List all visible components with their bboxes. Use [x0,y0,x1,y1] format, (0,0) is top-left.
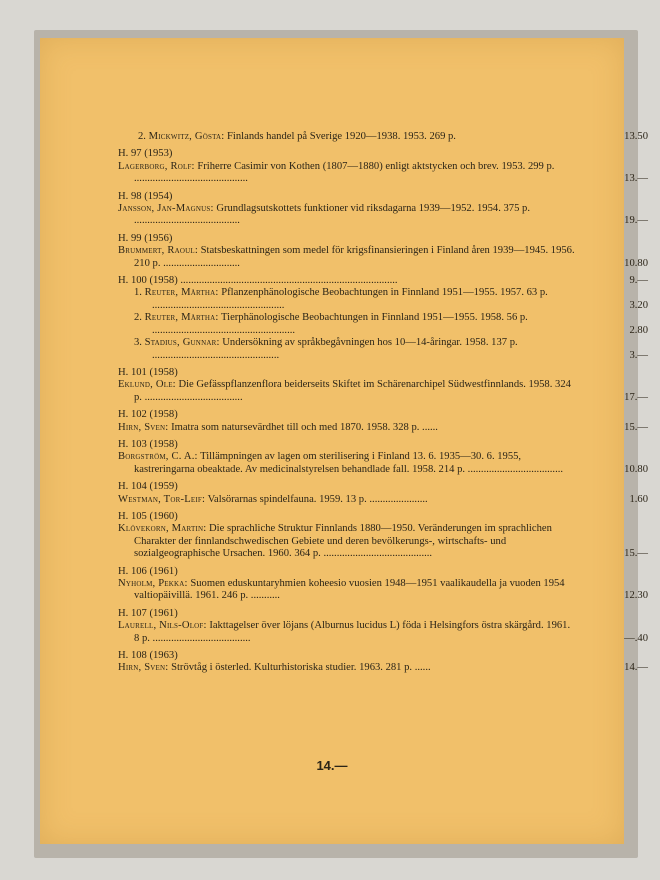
title-text: Strövtåg i österled. Kulturhistoriska studier. 1963. 281 p. ...... [168,662,431,674]
list-item [118,662,648,674]
price: 10.80 [624,257,648,269]
price: —.40 [624,632,648,644]
author-name: Borgström, C. A.: [118,451,198,463]
author-name: Reuter, Mårtha: [144,287,219,299]
list-item [118,203,648,228]
list-item [118,620,648,645]
volume-heading [118,439,578,451]
author-name: Hirn, Sven: [118,421,169,433]
item-number: 2. [138,131,146,142]
author-name: Hirn, Sven: [118,662,169,674]
volume-label: H. 99 (1956) [118,232,173,244]
volume-label: H. 98 (1954) [118,190,173,202]
author-name: Jansson, Jan-Magnus: [118,203,214,215]
volume-heading [118,650,578,662]
title-text: Pflanzenphänologische Beobachtungen in Finnland 1951—1955. 1957. 63 p. .................................................. [152,287,548,311]
volume-heading [118,511,578,523]
author-name: Lagerborg, Rolf: [118,160,195,172]
price: 19.— [624,215,648,227]
author-name: Eklund, Ole: [118,379,176,391]
volume-label: H. 108 (1963) [118,650,178,662]
price: 12.30 [624,590,648,602]
volume-label: H. 102 (1958) [118,409,178,421]
list-item [118,160,648,186]
title-text: Undersökning av språkbegåvningen hos 10—14-åringar. 1958. 137 p. ................................................ [152,337,518,361]
publication-list [118,131,648,675]
author-name: Brummert, Raoul: [118,245,198,257]
volume-heading [118,481,578,493]
title-text: Grundlagsutskottets funktioner vid riksdagarna 1939—1952. 1954. 375 p. ........................................ [134,203,530,227]
price: 10.80 [624,463,648,475]
title-text: Suomen eduskuntaryhmien koheesio vuosien 1948—1951 vaalikaudella ja vuoden 1954 valtiopäivillä. 1961. 246 p. ........... [134,578,565,602]
list-item [118,131,648,143]
volume-heading [118,233,578,245]
title-text: Tillämpningen av lagen om sterilisering i Finland 13. 6. 1935—30. 6. 1955, kastreringarna obeaktade. Av medicinalstyrelsen behandlade fall. 1958. 214 p. .................................... [134,451,564,475]
title-text: Valsörarnas spindelfauna. 1959. 13 p. ...................... [205,493,428,505]
volume-heading [118,367,578,379]
volume-label: H. 106 (1961) [118,565,178,577]
title-text: Finlands handel på Sverige 1920—1938. 1953. 269 p. [224,131,456,142]
author-name: Laurell, Nils-Olof: [118,620,207,632]
book-cover [40,38,648,844]
volume-heading [118,608,578,620]
author-name: Stadius, Gunnar: [144,337,220,349]
title-text: Tierphänologische Beobachtungen in Finnland 1951—1955. 1958. 56 p. ...................................................... [152,312,528,336]
volume-label: H. 104 (1959) [118,481,178,493]
price: 15.— [624,548,648,560]
volume-heading [118,275,648,287]
price: 13.50 [624,131,648,142]
list-item [118,578,648,603]
volume-label: H. 103 (1958) [118,438,178,450]
price: 3.— [629,349,648,361]
volume-label: H. 97 (1953) [118,148,173,160]
title-text: Statsbeskattningen som medel för krigsfinansieringen i Finland åren 1939—1945. 1956. 210 p. ............................. [134,245,575,269]
item-number: 1. [134,287,142,299]
list-item [118,493,648,506]
price: 15.— [624,421,648,433]
title-text: Friherre Casimir von Kothen (1807—1880) enligt aktstycken och brev. 1953. 299 p. ........................................... [134,160,555,185]
list-item [118,312,648,337]
volume-heading [118,566,578,578]
title-text: Iakttagelser över löjans (Alburnus lucidus L) föda i Helsingfors östra skärgård. 1961. 8 p. ..................................... [134,620,571,644]
cover-price: 14.— [316,758,348,773]
author-name: Klövekorn, Martin: [118,523,207,535]
volume-label: H. 101 (1958) [118,366,178,378]
list-item [118,245,648,270]
list-item [118,421,648,434]
volume-label: H. 100 (1958) .................................................................................. [118,275,398,287]
title-text: Imatra som natursevärdhet till och med 1870. 1958. 328 p. ...... [168,421,438,433]
volume-label: H. 105 (1960) [118,510,178,522]
list-item [118,523,648,560]
list-item [118,451,648,476]
author-name: Mickwitz, Gösta: [148,131,225,142]
volume-heading [118,409,578,421]
author-name: Nyholm, Pekka: [118,578,188,589]
price: 1.60 [629,493,648,505]
price: 2.80 [629,324,648,336]
volume-heading [118,191,578,203]
price: 17.— [624,391,648,403]
list-item [118,337,648,362]
price: 9.— [629,275,648,287]
title-text: Die Gefässpflanzenflora beiderseits Skiftet im Schärenarchipel Südwestfinnlands. 1958. 324 p. ..................................... [134,379,571,403]
volume-heading [118,148,578,160]
volume-label: H. 107 (1961) [118,607,178,619]
list-item [118,379,648,404]
price: 14.— [624,662,648,674]
price: 3.20 [629,299,648,311]
title-text: Die sprachliche Struktur Finnlands 1880—1950. Veränderungen im sprachlichen Charakter der finnlandschwedischen Gebiete und deren bevölkerungs-, wirtschafts- und sozialgeographische Ursachen. 1960. 364 p. ......................................... [134,523,552,560]
item-number: 3. [134,337,142,349]
price: 13.— [624,173,648,185]
list-item [118,287,648,312]
author-name: Reuter, Mårtha: [144,312,219,324]
author-name: Westman, Tor-Leif: [118,493,206,505]
item-number: 2. [134,312,142,324]
